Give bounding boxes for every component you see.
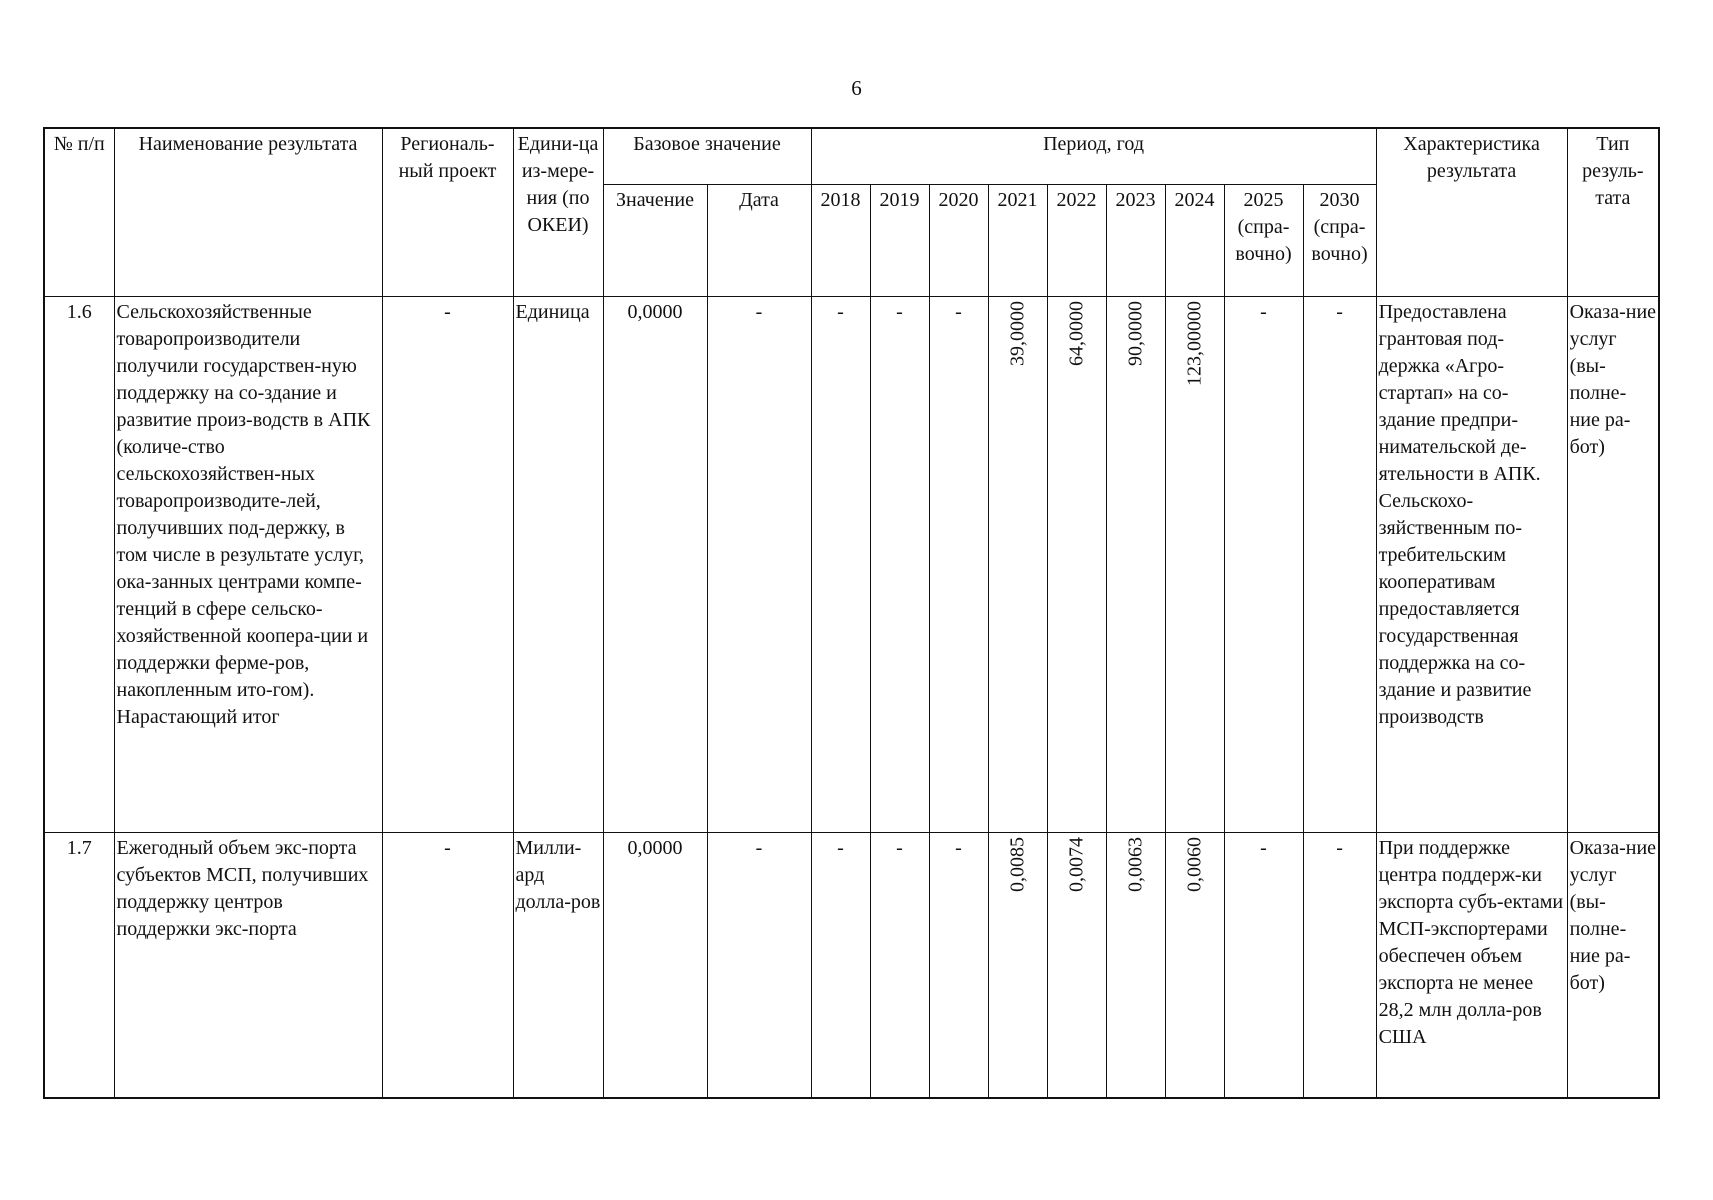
header-year-2022: 2022 bbox=[1047, 184, 1106, 296]
header-year-2030: 2030 (спра-вочно) bbox=[1303, 184, 1376, 296]
page-number: 6 bbox=[851, 76, 862, 100]
header-name: Наименование результата bbox=[114, 128, 382, 296]
header-project: Региональ-ный проект bbox=[382, 128, 513, 296]
row-project: - bbox=[382, 832, 513, 1098]
header-year-2020: 2020 bbox=[929, 184, 988, 296]
header-year-2018: 2018 bbox=[811, 184, 870, 296]
row-2022-value: 64,0000 bbox=[1065, 300, 1088, 366]
row-2018: - bbox=[811, 832, 870, 1098]
header-base-date: Дата bbox=[707, 184, 811, 296]
row-name: Ежегодный объем экс-порта субъектов МСП, получивших поддержку центров поддержки экс-порта bbox=[114, 832, 382, 1098]
row-2021-value: 39,0000 bbox=[1006, 300, 1029, 366]
header-num: № п/п bbox=[44, 128, 114, 296]
row-2024-value: 123,00000 bbox=[1183, 300, 1206, 386]
row-characteristic: При поддержке центра поддерж-ки экспорта субъ-ектами МСП-экспортерами обеспечен объем экспорта не менее 28,2 млн долла-ров США bbox=[1376, 832, 1567, 1098]
table-row bbox=[44, 296, 1659, 832]
row-2023-value: 90,0000 bbox=[1124, 300, 1147, 366]
header-type: Тип резуль-тата bbox=[1567, 128, 1659, 296]
row-2023 bbox=[1106, 832, 1165, 1098]
header-base: Базовое значение bbox=[603, 128, 811, 184]
row-2025: - bbox=[1224, 832, 1303, 1098]
row-2030: - bbox=[1303, 832, 1376, 1098]
header-year-2025: 2025 (спра-вочно) bbox=[1224, 184, 1303, 296]
row-2023-value: 0,0063 bbox=[1124, 836, 1147, 892]
row-base-value: 0,0000 bbox=[603, 832, 707, 1098]
row-base-date: - bbox=[707, 832, 811, 1098]
row-num: 1.7 bbox=[44, 832, 114, 1098]
row-characteristic: Предоставлена грантовая под-держка «Агро-стартап» на со-здание предпри-нимательской де-ятельности в АПК. Сельскохо-зяйственным по-требительским кооперативам предоставляется государственная поддержка на со-здание и развитие производств bbox=[1376, 296, 1567, 832]
row-unit: Милли-ард долла-ров bbox=[513, 832, 603, 1098]
row-type: Оказа-ние услуг (вы-полне-ние ра-бот) bbox=[1567, 832, 1659, 1098]
row-2024 bbox=[1165, 832, 1224, 1098]
row-2024 bbox=[1165, 296, 1224, 832]
results-table bbox=[43, 127, 1660, 1099]
row-2023 bbox=[1106, 296, 1165, 832]
row-num: 1.6 bbox=[44, 296, 114, 832]
header-year-2019: 2019 bbox=[870, 184, 929, 296]
header-year-2021: 2021 bbox=[988, 184, 1047, 296]
row-2025: - bbox=[1224, 296, 1303, 832]
row-2018: - bbox=[811, 296, 870, 832]
row-2019: - bbox=[870, 296, 929, 832]
row-name: Сельскохозяйственные товаропроизводители получили государствен-ную поддержку на со-здание и развитие произ-водств в АПК (количе-ство сельскохозяйствен-ных товаропроизводите-лей, получивших под-держку, в том числе в результате услуг, ока-занных центрами компе-тенций в сфере сельско-хозяйственной коопера-ции и поддержки ферме-ров, накопленным ито-гом). Нарастающий итог bbox=[114, 296, 382, 832]
table-row bbox=[44, 832, 1659, 1098]
header-year-2024: 2024 bbox=[1165, 184, 1224, 296]
header-unit: Едини-ца из-мере-ния (по ОКЕИ) bbox=[513, 128, 603, 296]
row-base-date: - bbox=[707, 296, 811, 832]
row-type: Оказа-ние услуг (вы-полне-ние ра-бот) bbox=[1567, 296, 1659, 832]
row-2024-value: 0,0060 bbox=[1183, 836, 1206, 892]
row-2022 bbox=[1047, 296, 1106, 832]
row-2019: - bbox=[870, 832, 929, 1098]
row-base-value: 0,0000 bbox=[603, 296, 707, 832]
row-2020: - bbox=[929, 296, 988, 832]
header-base-value: Значение bbox=[603, 184, 707, 296]
header-period: Период, год bbox=[811, 128, 1376, 184]
row-project: - bbox=[382, 296, 513, 832]
row-2021 bbox=[988, 296, 1047, 832]
row-2030: - bbox=[1303, 296, 1376, 832]
row-2021 bbox=[988, 832, 1047, 1098]
row-2022-value: 0,0074 bbox=[1065, 836, 1088, 892]
header-characteristic: Характеристика результата bbox=[1376, 128, 1567, 296]
header-year-2023: 2023 bbox=[1106, 184, 1165, 296]
row-2021-value: 0,0085 bbox=[1006, 836, 1029, 892]
row-2022 bbox=[1047, 832, 1106, 1098]
row-unit: Единица bbox=[513, 296, 603, 832]
row-2020: - bbox=[929, 832, 988, 1098]
